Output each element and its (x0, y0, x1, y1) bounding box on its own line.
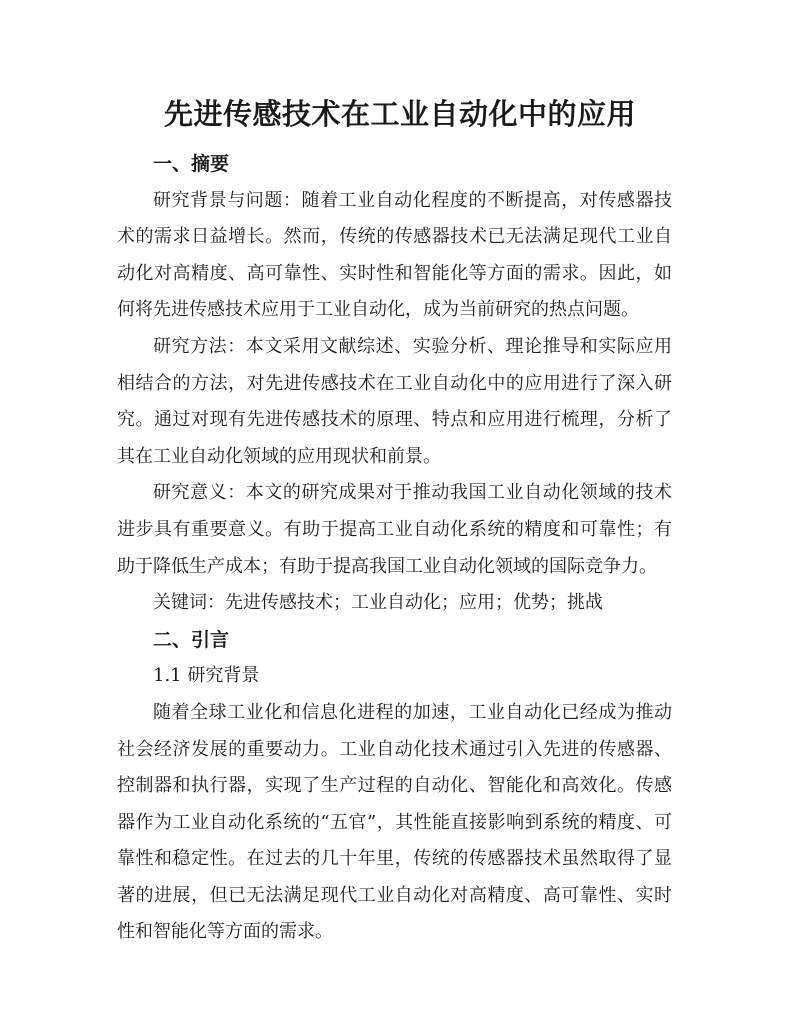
abstract-background-paragraph: 研究背景与问题：随着工业自动化程度的不断提高，对传感器技术的需求日益增长。然而，传统的传感器技术已无法满足现代工业自动化对高精度、高可靠性、实时性和智能化等方面的需求。因此，如何将先进传感技术应用于工业自动化，成为当前研究的热点问题。 (117, 189, 672, 321)
abstract-significance-paragraph: 研究意义：本文的研究成果对于推动我国工业自动化领域的技术进步具有重要意义。有助于提高工业自动化系统的精度和可靠性；有助于降低生产成本；有助于提高我国工业自动化领域的国际竞争力。 (117, 482, 672, 577)
document-body (117, 146, 672, 951)
abstract-method-paragraph: 研究方法：本文采用文献综述、实验分析、理论推导和实际应用相结合的方法，对先进传感技术在工业自动化中的应用进行了深入研究。通过对现有先进传感技术的原理、特点和应用进行梳理，分析了其在工业自动化领域的应用现状和前景。 (117, 335, 672, 467)
introduction-heading: 二、引言 (153, 628, 230, 651)
subsection-title: 1.1 研究背景 (153, 665, 260, 687)
introduction-paragraph: 随着全球工业化和信息化进程的加速，工业自动化已经成为推动社会经济发展的重要动力。工业自动化技术通过引入先进的传感器、控制器和执行器，实现了生产过程的自动化、智能化和高效化。传感器作为工业自动化系统的“五官”，其性能直接影响到系统的精度、可靠性和稳定性。在过去的几十年里，传统的传感器技术虽然取得了显著的进展，但已无法满足现代工业自动化对高精度、高可靠性、实时性和智能化等方面的需求。 (117, 701, 672, 943)
abstract-heading: 一、摘要 (153, 153, 230, 175)
document-title: 先进传感技术在工业自动化中的应用 (163, 97, 636, 131)
keywords-line: 关键词：先进传感技术；工业自动化；应用；优势；挑战 (153, 592, 603, 614)
